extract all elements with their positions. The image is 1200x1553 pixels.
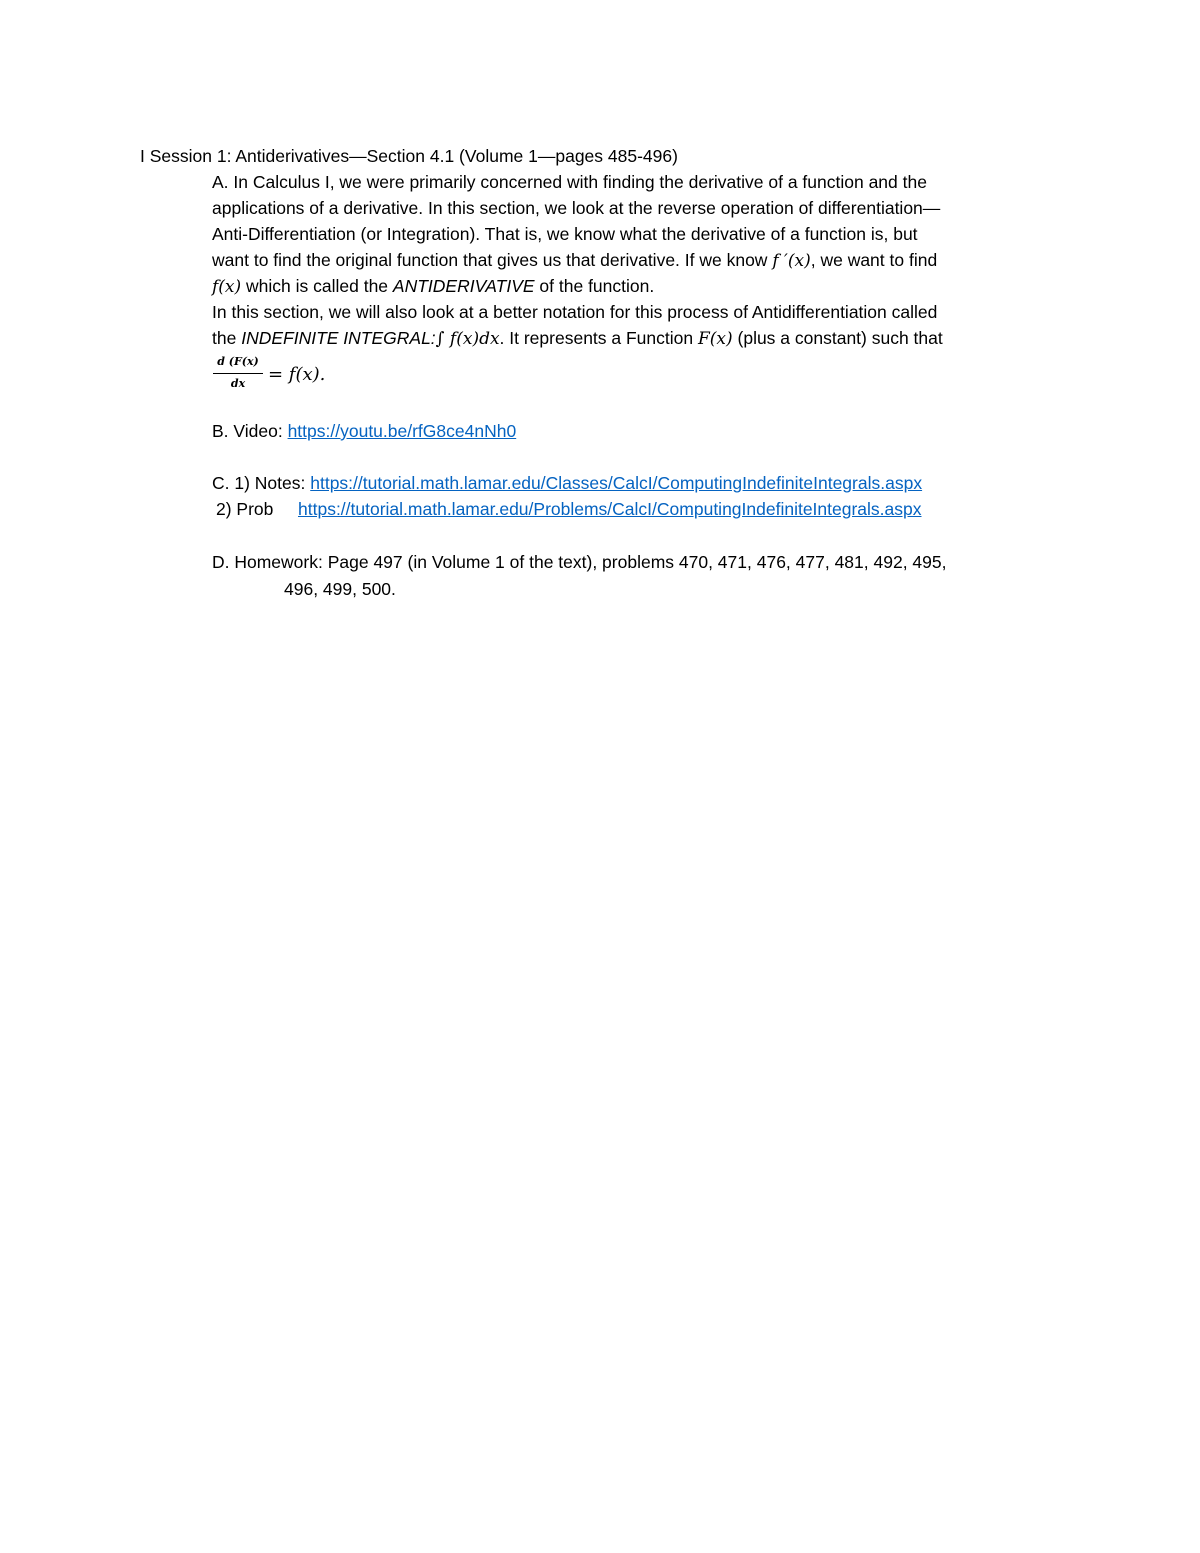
- part-a-line-5: [212, 275, 654, 298]
- part-a-line-4-text: want to find the original function that gives us that derivative. If we know: [212, 250, 773, 270]
- part-a-line-3: Anti-Differentiation (or Integration). That is, we know what the derivative of a function is, but: [212, 224, 918, 244]
- part-a-line-2: applications of a derivative. In this section, we look at the reverse operation of differentiation—: [212, 198, 941, 218]
- part-a-line-7-mid: . It represents a Function: [499, 328, 698, 348]
- fraction-denominator: dx: [230, 377, 246, 390]
- session-heading: I Session 1: Antiderivatives—Section 4.1 (Volume 1—pages 485-496): [140, 146, 678, 166]
- fraction-rhs: = f(x).: [268, 364, 326, 385]
- notes-label: C. 1) Notes:: [212, 473, 311, 493]
- fraction-bar: [213, 373, 263, 374]
- video-label: B. Video:: [212, 421, 288, 441]
- part-a-line-7-end: (plus a constant) such that: [732, 328, 943, 348]
- part-a-line-4-end: , we want to find: [810, 250, 938, 270]
- capital-f-notation: F(x): [697, 329, 733, 349]
- part-a-line-1: A. In Calculus I, we were primarily concerned with finding the derivative of a function and the: [212, 172, 927, 192]
- part-d-line-1: D. Homework: Page 497 (in Volume 1 of the text), problems 470, 471, 476, 477, 481, 492, 495,: [212, 552, 947, 572]
- derivative-fraction: [212, 354, 264, 394]
- part-a-line-7-text: the: [212, 328, 242, 348]
- antiderivative-term: ANTIDERIVATIVE: [392, 276, 535, 296]
- problems-label: 2) Prob: [216, 499, 274, 519]
- video-link[interactable]: https://youtu.be/rfG8ce4nNh0: [287, 421, 517, 441]
- fraction-numerator: d (F(x): [217, 355, 259, 368]
- indefinite-integral-term: INDEFINITE INTEGRAL:: [241, 328, 436, 348]
- part-a-line-7: [212, 327, 943, 350]
- function-notation: f(x): [212, 277, 242, 297]
- problems-link[interactable]: https://tutorial.math.lamar.edu/Problems/CalcI/ComputingIndefiniteIntegrals.aspx: [298, 499, 922, 519]
- integral-notation: ∫ f(x)dx: [435, 329, 500, 349]
- part-a-line-5-end: of the function.: [534, 276, 655, 296]
- part-c-line-1: [212, 472, 922, 494]
- notes-link[interactable]: https://tutorial.math.lamar.edu/Classes/CalcI/ComputingIndefiniteIntegrals.aspx: [310, 473, 923, 493]
- part-b-line: [212, 420, 516, 442]
- part-d-line-2: 496, 499, 500.: [284, 579, 396, 599]
- part-c-line-2-link-wrap: [298, 498, 922, 520]
- part-a-line-6: In this section, we will also look at a better notation for this process of Antidifferentiation called: [212, 302, 938, 322]
- part-a-line-4: [212, 249, 937, 272]
- part-c-line-2: [216, 498, 273, 520]
- part-a-line-5-text: which is called the: [241, 276, 393, 296]
- derivative-notation: f ′(x): [772, 251, 811, 271]
